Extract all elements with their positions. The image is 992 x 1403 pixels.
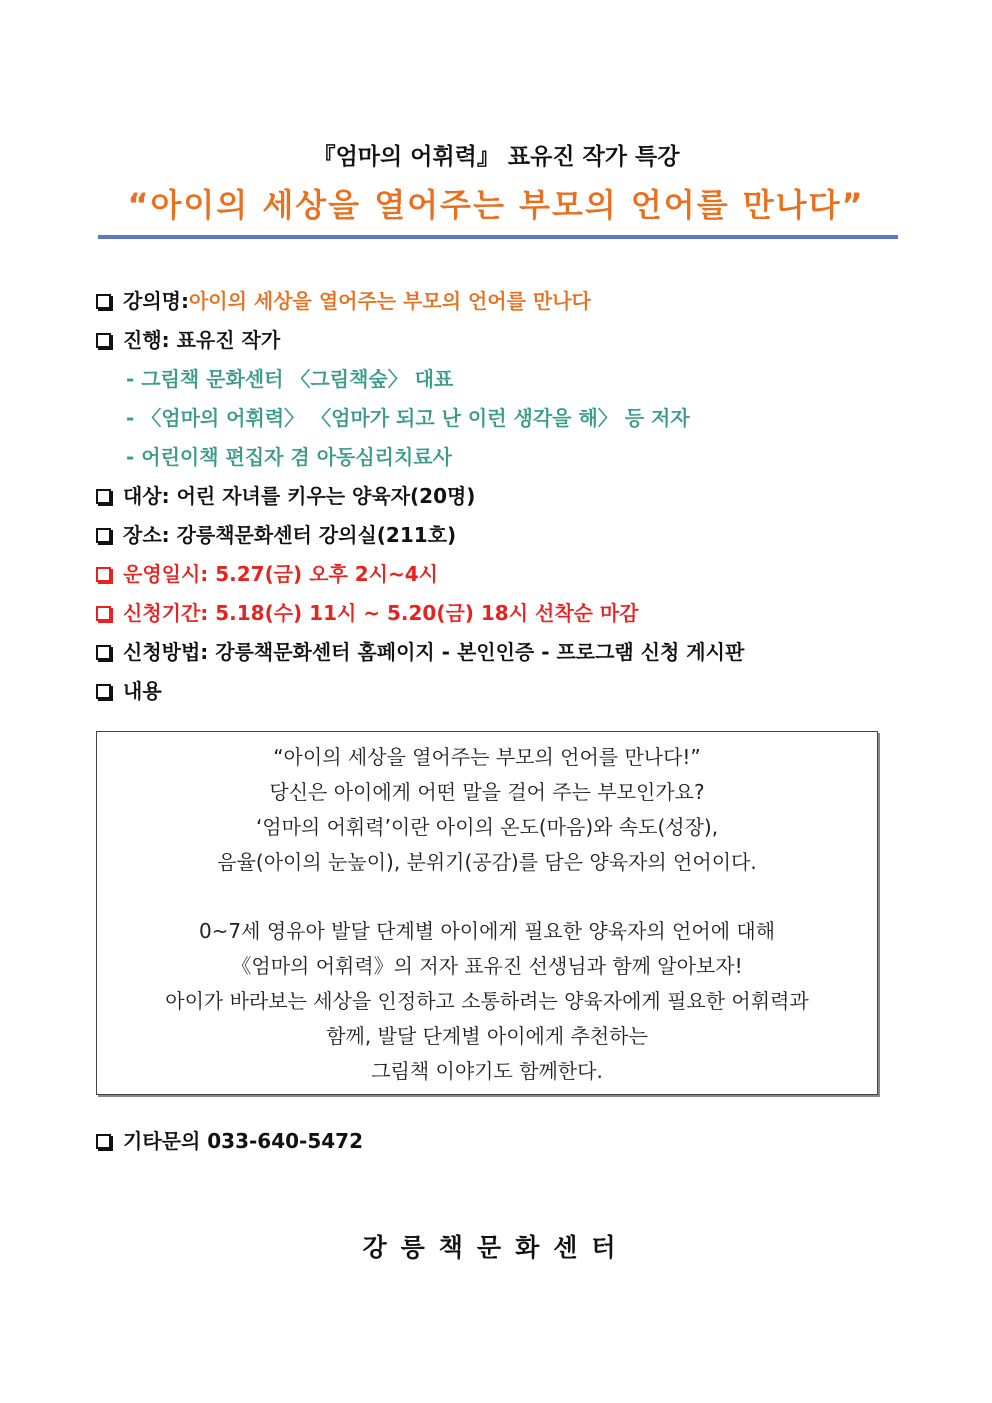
- item-schedule-label: 운영일시: 5.27(금) 오후 2시~4시: [123, 562, 438, 586]
- host-detail-text: - 어린이책 편집자 겸 아동심리치료사: [126, 445, 452, 469]
- checkbox-square-icon: [96, 294, 111, 309]
- checkbox-square-icon: [96, 567, 111, 582]
- item-place-label: 장소: 강릉책문화센터 강의실(211호): [123, 523, 457, 547]
- checkbox-square-icon: [96, 1134, 111, 1149]
- contact-label: 기타문의 033-640-5472: [123, 1129, 364, 1153]
- item-place: [96, 516, 916, 555]
- item-target-label: 대상: 어린 자녀를 키우는 양육자(20명): [123, 484, 476, 508]
- item-host-label: 진행: 표유진 작가: [123, 328, 281, 352]
- organization-name: 강릉책문화센터: [362, 1233, 630, 1262]
- content-line: 음율(아이의 눈높이), 분위기(공감)를 담은 양육자의 언어이다.: [217, 850, 757, 874]
- content-line: “아이의 세상을 열어주는 부모의 언어를 만나다!”: [273, 745, 701, 769]
- content-line: 0~7세 영유아 발달 단계별 아이에게 필요한 양육자의 언어에 대해: [198, 919, 776, 943]
- checkbox-square-icon: [96, 645, 111, 660]
- item-lecture-name: [96, 282, 916, 321]
- item-target: [96, 477, 916, 516]
- item-content-label: 내용: [123, 679, 162, 703]
- host-detail-text: - 〈엄마의 어휘력〉 〈엄마가 되고 난 이런 생각을 해〉 등 저자: [126, 406, 690, 430]
- checkbox-square-icon: [96, 684, 111, 699]
- item-content: [96, 672, 916, 711]
- title-divider: [98, 235, 898, 239]
- host-detail-1: [96, 360, 916, 399]
- host-detail-text: - 그림책 문화센터 〈그림책숲〉 대표: [126, 367, 454, 391]
- content-description-box: [96, 731, 878, 1095]
- checkbox-square-icon: [96, 528, 111, 543]
- host-detail-3: [96, 438, 916, 477]
- content-line: ‘엄마의 어휘력’이란 아이의 온도(마음)와 속도(성장),: [255, 815, 719, 839]
- item-schedule: [96, 555, 916, 594]
- item-apply-method: [96, 633, 916, 672]
- checkbox-square-icon: [96, 489, 111, 504]
- item-host: [96, 321, 916, 360]
- content-line: 그림책 이야기도 함께한다.: [371, 1059, 603, 1083]
- content-line: 당신은 아이에게 어떤 말을 걸어 주는 부모인가요?: [269, 780, 705, 804]
- info-list: [96, 282, 916, 711]
- item-apply-period-label: 신청기간: 5.18(수) 11시 ~ 5.20(금) 18시 선착순 마감: [123, 601, 639, 625]
- item-lecture-value: 아이의 세상을 열어주는 부모의 언어를 만나다: [188, 289, 591, 313]
- content-line: 아이가 바라보는 세상을 인정하고 소통하려는 양육자에게 필요한 어휘력과: [165, 989, 809, 1013]
- host-detail-2: [96, 399, 916, 438]
- checkbox-square-icon: [96, 333, 111, 348]
- item-apply-period: [96, 594, 916, 633]
- poster-title: “아이의 세상을 열어주는 부모의 언어를 만나다”: [127, 186, 865, 224]
- item-apply-method-label: 신청방법: 강릉책문화센터 홈페이지 - 본인인증 - 프로그램 신청 게시판: [123, 640, 745, 664]
- poster-subtitle: 『엄마의 어휘력』 표유진 작가 특강: [312, 144, 680, 170]
- content-line: 함께, 발달 단계별 아이에게 추천하는: [326, 1024, 648, 1048]
- content-line: 《엄마의 어휘력》의 저자 표유진 선생님과 함께 알아보자!: [231, 954, 743, 978]
- item-lecture-label: 강의명:: [123, 289, 189, 313]
- paragraph-gap: [97, 880, 877, 914]
- contact-info: [96, 1122, 363, 1161]
- checkbox-square-icon: [96, 606, 111, 621]
